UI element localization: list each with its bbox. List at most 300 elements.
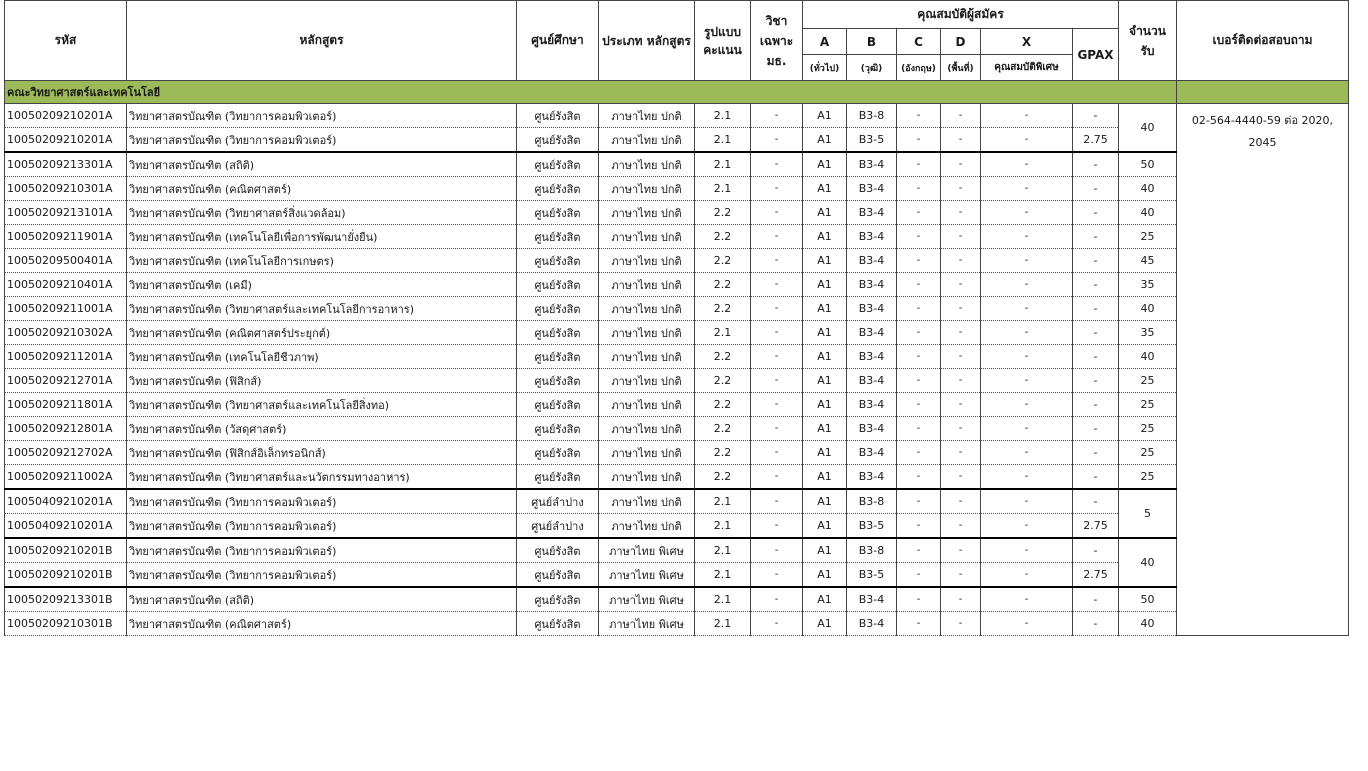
- quota-cell: 25: [1119, 441, 1177, 465]
- header-program-type: ประเภท หลักสูตร: [599, 1, 695, 81]
- table-row: [5, 297, 1349, 321]
- special-subject-cell: -: [751, 152, 803, 177]
- section-contact-cell: [1177, 81, 1349, 104]
- qual-a-cell: A1: [803, 297, 847, 321]
- type-cell: ภาษาไทย ปกติ: [599, 128, 695, 153]
- program-cell: วิทยาศาสตรบัณฑิต (วิทยาการคอมพิวเตอร์): [127, 514, 517, 539]
- qual-x-cell: -: [981, 152, 1073, 177]
- program-cell: วิทยาศาสตรบัณฑิต (เคมี): [127, 273, 517, 297]
- center-cell: ศูนย์รังสิต: [517, 465, 599, 490]
- qual-a-cell: A1: [803, 369, 847, 393]
- type-cell: ภาษาไทย ปกติ: [599, 417, 695, 441]
- header-col-c: C: [897, 29, 941, 55]
- qual-b-cell: B3-4: [847, 612, 897, 636]
- table-row: [5, 538, 1349, 563]
- qual-d-cell: -: [941, 441, 981, 465]
- qual-x-cell: -: [981, 225, 1073, 249]
- qual-c-cell: -: [897, 249, 941, 273]
- quota-cell: 50: [1119, 587, 1177, 612]
- quota-cell: 40: [1119, 201, 1177, 225]
- qual-d-cell: -: [941, 563, 981, 588]
- special-subject-cell: -: [751, 321, 803, 345]
- qual-c-cell: -: [897, 201, 941, 225]
- header-contact: เบอร์ติดต่อสอบถาม: [1177, 1, 1349, 81]
- header-sub-b: (วุฒิ): [847, 55, 897, 81]
- program-cell: วิทยาศาสตรบัณฑิต (วิทยาศาสตร์และเทคโนโลยีการอาหาร): [127, 297, 517, 321]
- program-cell: วิทยาศาสตรบัณฑิต (วิทยาศาสตร์สิ่งแวดล้อม): [127, 201, 517, 225]
- qual-x-cell: -: [981, 393, 1073, 417]
- program-cell: วิทยาศาสตรบัณฑิต (วิทยาการคอมพิวเตอร์): [127, 563, 517, 588]
- center-cell: ศูนย์รังสิต: [517, 201, 599, 225]
- qual-x-cell: -: [981, 369, 1073, 393]
- special-subject-cell: -: [751, 201, 803, 225]
- score-format-cell: 2.1: [695, 104, 751, 128]
- qual-b-cell: B3-4: [847, 417, 897, 441]
- center-cell: ศูนย์รังสิต: [517, 563, 599, 588]
- quota-cell: 35: [1119, 273, 1177, 297]
- table-row: [5, 489, 1349, 514]
- gpax-cell: -: [1073, 465, 1119, 490]
- center-cell: ศูนย์รังสิต: [517, 345, 599, 369]
- program-cell: วิทยาศาสตรบัณฑิต (คณิตศาสตร์ประยุกต์): [127, 321, 517, 345]
- special-subject-cell: -: [751, 297, 803, 321]
- special-subject-cell: -: [751, 393, 803, 417]
- score-format-cell: 2.2: [695, 393, 751, 417]
- qual-c-cell: -: [897, 273, 941, 297]
- program-cell: วิทยาศาสตรบัณฑิต (เทคโนโลยีเพื่อการพัฒนายั่งยืน): [127, 225, 517, 249]
- gpax-cell: -: [1073, 441, 1119, 465]
- qual-d-cell: -: [941, 465, 981, 490]
- qual-b-cell: B3-5: [847, 128, 897, 153]
- quota-cell: 25: [1119, 225, 1177, 249]
- program-cell: วิทยาศาสตรบัณฑิต (สถิติ): [127, 587, 517, 612]
- center-cell: ศูนย์รังสิต: [517, 225, 599, 249]
- center-cell: ศูนย์รังสิต: [517, 393, 599, 417]
- qual-a-cell: A1: [803, 514, 847, 539]
- quota-cell: 40: [1119, 297, 1177, 321]
- qual-b-cell: B3-8: [847, 489, 897, 514]
- type-cell: ภาษาไทย พิเศษ: [599, 587, 695, 612]
- qual-a-cell: A1: [803, 489, 847, 514]
- qual-x-cell: -: [981, 321, 1073, 345]
- type-cell: ภาษาไทย ปกติ: [599, 225, 695, 249]
- qual-x-cell: -: [981, 489, 1073, 514]
- qual-a-cell: A1: [803, 321, 847, 345]
- header-quota: จำนวน รับ: [1119, 1, 1177, 81]
- code-cell: 10050209500401A: [5, 249, 127, 273]
- table-row: [5, 587, 1349, 612]
- header-program: หลักสูตร: [127, 1, 517, 81]
- qual-d-cell: -: [941, 128, 981, 153]
- header-col-x: X: [981, 29, 1073, 55]
- qual-x-cell: -: [981, 104, 1073, 128]
- special-subject-cell: -: [751, 489, 803, 514]
- program-cell: วิทยาศาสตรบัณฑิต (เทคโนโลยีการเกษตร): [127, 249, 517, 273]
- qual-b-cell: B3-4: [847, 152, 897, 177]
- qual-b-cell: B3-4: [847, 225, 897, 249]
- code-cell: 10050209213301A: [5, 152, 127, 177]
- center-cell: ศูนย์รังสิต: [517, 321, 599, 345]
- qual-d-cell: -: [941, 612, 981, 636]
- qual-x-cell: -: [981, 514, 1073, 539]
- qual-c-cell: -: [897, 514, 941, 539]
- section-row: [5, 81, 1349, 104]
- center-cell: ศูนย์รังสิต: [517, 538, 599, 563]
- header-col-a: A: [803, 29, 847, 55]
- qual-c-cell: -: [897, 417, 941, 441]
- special-subject-cell: -: [751, 417, 803, 441]
- section-title: คณะวิทยาศาสตร์และเทคโนโลยี: [5, 81, 1177, 104]
- qual-b-cell: B3-4: [847, 441, 897, 465]
- center-cell: ศูนย์รังสิต: [517, 441, 599, 465]
- type-cell: ภาษาไทย ปกติ: [599, 152, 695, 177]
- score-format-cell: 2.2: [695, 417, 751, 441]
- gpax-cell: -: [1073, 538, 1119, 563]
- header-center: ศูนย์ศึกษา: [517, 1, 599, 81]
- qual-a-cell: A1: [803, 441, 847, 465]
- gpax-cell: -: [1073, 225, 1119, 249]
- special-subject-cell: -: [751, 465, 803, 490]
- center-cell: ศูนย์รังสิต: [517, 128, 599, 153]
- score-format-cell: 2.1: [695, 177, 751, 201]
- gpax-cell: -: [1073, 345, 1119, 369]
- type-cell: ภาษาไทย ปกติ: [599, 201, 695, 225]
- qual-b-cell: B3-4: [847, 177, 897, 201]
- program-cell: วิทยาศาสตรบัณฑิต (วิทยาการคอมพิวเตอร์): [127, 489, 517, 514]
- score-format-cell: 2.1: [695, 612, 751, 636]
- qual-d-cell: -: [941, 249, 981, 273]
- gpax-cell: 2.75: [1073, 128, 1119, 153]
- program-cell: วิทยาศาสตรบัณฑิต (เทคโนโลยีชีวภาพ): [127, 345, 517, 369]
- qual-b-cell: B3-8: [847, 104, 897, 128]
- qual-x-cell: -: [981, 465, 1073, 490]
- header-col-b: B: [847, 29, 897, 55]
- qual-a-cell: A1: [803, 563, 847, 588]
- score-format-cell: 2.2: [695, 297, 751, 321]
- gpax-cell: 2.75: [1073, 563, 1119, 588]
- header-sub-a: (ทั่วไป): [803, 55, 847, 81]
- qual-a-cell: A1: [803, 249, 847, 273]
- code-cell: 10050409210201A: [5, 514, 127, 539]
- qual-b-cell: B3-5: [847, 514, 897, 539]
- qual-x-cell: -: [981, 417, 1073, 441]
- type-cell: ภาษาไทย ปกติ: [599, 177, 695, 201]
- header-special-subject: วิชา เฉพาะ มธ.: [751, 1, 803, 81]
- qual-d-cell: -: [941, 345, 981, 369]
- code-cell: 10050409210201A: [5, 489, 127, 514]
- qual-d-cell: -: [941, 225, 981, 249]
- quota-cell: 40: [1119, 345, 1177, 369]
- special-subject-cell: -: [751, 563, 803, 588]
- qual-d-cell: -: [941, 297, 981, 321]
- quota-cell: 25: [1119, 417, 1177, 441]
- type-cell: ภาษาไทย พิเศษ: [599, 538, 695, 563]
- qual-b-cell: B3-4: [847, 345, 897, 369]
- qual-b-cell: B3-4: [847, 321, 897, 345]
- gpax-cell: -: [1073, 587, 1119, 612]
- score-format-cell: 2.1: [695, 489, 751, 514]
- qual-a-cell: A1: [803, 273, 847, 297]
- qual-b-cell: B3-5: [847, 563, 897, 588]
- center-cell: ศูนย์รังสิต: [517, 273, 599, 297]
- code-cell: 10050209210201A: [5, 128, 127, 153]
- table-row: [5, 225, 1349, 249]
- qual-b-cell: B3-4: [847, 249, 897, 273]
- qual-b-cell: B3-4: [847, 465, 897, 490]
- qual-d-cell: -: [941, 489, 981, 514]
- special-subject-cell: -: [751, 273, 803, 297]
- type-cell: ภาษาไทย ปกติ: [599, 489, 695, 514]
- qual-c-cell: -: [897, 128, 941, 153]
- score-format-cell: 2.1: [695, 321, 751, 345]
- qual-c-cell: -: [897, 612, 941, 636]
- center-cell: ศูนย์รังสิต: [517, 369, 599, 393]
- qual-x-cell: -: [981, 177, 1073, 201]
- center-cell: ศูนย์รังสิต: [517, 612, 599, 636]
- program-cell: วิทยาศาสตรบัณฑิต (วิทยาศาสตร์และเทคโนโลยีสิ่งทอ): [127, 393, 517, 417]
- gpax-cell: -: [1073, 612, 1119, 636]
- center-cell: ศูนย์ลำปาง: [517, 489, 599, 514]
- qual-c-cell: -: [897, 345, 941, 369]
- table-row: [5, 273, 1349, 297]
- table-row: [5, 201, 1349, 225]
- qual-x-cell: -: [981, 441, 1073, 465]
- qual-x-cell: -: [981, 345, 1073, 369]
- type-cell: ภาษาไทย ปกติ: [599, 514, 695, 539]
- program-cell: วิทยาศาสตรบัณฑิต (วิทยาการคอมพิวเตอร์): [127, 104, 517, 128]
- header-code: รหัส: [5, 1, 127, 81]
- contact-cell: 02-564-4440-59 ต่อ 2020, 2045: [1177, 104, 1349, 636]
- center-cell: ศูนย์รังสิต: [517, 587, 599, 612]
- qual-x-cell: -: [981, 587, 1073, 612]
- qual-c-cell: -: [897, 393, 941, 417]
- gpax-cell: 2.75: [1073, 514, 1119, 539]
- gpax-cell: -: [1073, 249, 1119, 273]
- code-cell: 10050209210201B: [5, 538, 127, 563]
- code-cell: 10050209211201A: [5, 345, 127, 369]
- qual-d-cell: -: [941, 177, 981, 201]
- gpax-cell: -: [1073, 321, 1119, 345]
- gpax-cell: -: [1073, 393, 1119, 417]
- qual-b-cell: B3-8: [847, 538, 897, 563]
- qual-c-cell: -: [897, 104, 941, 128]
- score-format-cell: 2.1: [695, 587, 751, 612]
- score-format-cell: 2.2: [695, 249, 751, 273]
- quota-cell: 25: [1119, 369, 1177, 393]
- table-row: [5, 177, 1349, 201]
- header-sub-c: (อังกฤษ): [897, 55, 941, 81]
- code-cell: 10050209210201B: [5, 563, 127, 588]
- qual-a-cell: A1: [803, 201, 847, 225]
- table-row: [5, 369, 1349, 393]
- code-cell: 10050209211001A: [5, 297, 127, 321]
- qual-c-cell: -: [897, 441, 941, 465]
- table-row: [5, 441, 1349, 465]
- code-cell: 10050209212801A: [5, 417, 127, 441]
- type-cell: ภาษาไทย ปกติ: [599, 321, 695, 345]
- code-cell: 10050209210302A: [5, 321, 127, 345]
- table-row: [5, 612, 1349, 636]
- qual-a-cell: A1: [803, 128, 847, 153]
- program-cell: วิทยาศาสตรบัณฑิต (วิทยาการคอมพิวเตอร์): [127, 538, 517, 563]
- quota-cell: 5: [1119, 489, 1177, 538]
- program-cell: วิทยาศาสตรบัณฑิต (วิทยาศาสตร์และนวัตกรรมทางอาหาร): [127, 465, 517, 490]
- program-cell: วิทยาศาสตรบัณฑิต (สถิติ): [127, 152, 517, 177]
- type-cell: ภาษาไทย ปกติ: [599, 104, 695, 128]
- qual-d-cell: -: [941, 587, 981, 612]
- gpax-cell: -: [1073, 152, 1119, 177]
- qual-x-cell: -: [981, 128, 1073, 153]
- score-format-cell: 2.1: [695, 563, 751, 588]
- center-cell: ศูนย์รังสิต: [517, 104, 599, 128]
- qual-b-cell: B3-4: [847, 587, 897, 612]
- type-cell: ภาษาไทย พิเศษ: [599, 563, 695, 588]
- qual-x-cell: -: [981, 563, 1073, 588]
- center-cell: ศูนย์ลำปาง: [517, 514, 599, 539]
- special-subject-cell: -: [751, 225, 803, 249]
- qual-d-cell: -: [941, 321, 981, 345]
- code-cell: 10050209210301B: [5, 612, 127, 636]
- header-sub-x: คุณสมบัติพิเศษ: [981, 55, 1073, 81]
- header-sub-d: (พื้นที่): [941, 55, 981, 81]
- header-score-format: รูปแบบ คะแนน: [695, 1, 751, 81]
- qual-a-cell: A1: [803, 225, 847, 249]
- qual-d-cell: -: [941, 369, 981, 393]
- qual-x-cell: -: [981, 297, 1073, 321]
- qual-c-cell: -: [897, 225, 941, 249]
- center-cell: ศูนย์รังสิต: [517, 177, 599, 201]
- quota-cell: 25: [1119, 465, 1177, 490]
- qual-c-cell: -: [897, 563, 941, 588]
- qual-b-cell: B3-4: [847, 273, 897, 297]
- program-cell: วิทยาศาสตรบัณฑิต (คณิตศาสตร์): [127, 612, 517, 636]
- qual-a-cell: A1: [803, 612, 847, 636]
- qual-c-cell: -: [897, 177, 941, 201]
- table-row: [5, 321, 1349, 345]
- score-format-cell: 2.1: [695, 538, 751, 563]
- qual-b-cell: B3-4: [847, 297, 897, 321]
- gpax-cell: -: [1073, 177, 1119, 201]
- qual-x-cell: -: [981, 538, 1073, 563]
- qual-b-cell: B3-4: [847, 369, 897, 393]
- table-row: [5, 249, 1349, 273]
- qual-x-cell: -: [981, 201, 1073, 225]
- qual-x-cell: -: [981, 612, 1073, 636]
- quota-cell: 45: [1119, 249, 1177, 273]
- qual-c-cell: -: [897, 369, 941, 393]
- type-cell: ภาษาไทย พิเศษ: [599, 612, 695, 636]
- code-cell: 10050209210301A: [5, 177, 127, 201]
- qual-a-cell: A1: [803, 587, 847, 612]
- qual-c-cell: -: [897, 587, 941, 612]
- special-subject-cell: -: [751, 345, 803, 369]
- type-cell: ภาษาไทย ปกติ: [599, 297, 695, 321]
- qual-d-cell: -: [941, 273, 981, 297]
- score-format-cell: 2.2: [695, 465, 751, 490]
- special-subject-cell: -: [751, 249, 803, 273]
- type-cell: ภาษาไทย ปกติ: [599, 249, 695, 273]
- admission-table: [4, 0, 1349, 636]
- table-row: [5, 393, 1349, 417]
- special-subject-cell: -: [751, 612, 803, 636]
- header-gpax: GPAX: [1073, 29, 1119, 81]
- table-row: [5, 104, 1349, 128]
- quota-cell: 40: [1119, 104, 1177, 153]
- type-cell: ภาษาไทย ปกติ: [599, 369, 695, 393]
- qual-a-cell: A1: [803, 345, 847, 369]
- program-cell: วิทยาศาสตรบัณฑิต (ฟิสิกส์อิเล็กทรอนิกส์): [127, 441, 517, 465]
- quota-cell: 35: [1119, 321, 1177, 345]
- program-cell: วิทยาศาสตรบัณฑิต (คณิตศาสตร์): [127, 177, 517, 201]
- qual-c-cell: -: [897, 538, 941, 563]
- score-format-cell: 2.2: [695, 441, 751, 465]
- quota-cell: 40: [1119, 612, 1177, 636]
- center-cell: ศูนย์รังสิต: [517, 152, 599, 177]
- type-cell: ภาษาไทย ปกติ: [599, 441, 695, 465]
- qual-a-cell: A1: [803, 465, 847, 490]
- gpax-cell: -: [1073, 201, 1119, 225]
- code-cell: 10050209211002A: [5, 465, 127, 490]
- qual-a-cell: A1: [803, 538, 847, 563]
- header-col-d: D: [941, 29, 981, 55]
- qual-a-cell: A1: [803, 417, 847, 441]
- program-cell: วิทยาศาสตรบัณฑิต (วัสดุศาสตร์): [127, 417, 517, 441]
- type-cell: ภาษาไทย ปกติ: [599, 465, 695, 490]
- quota-cell: 50: [1119, 152, 1177, 177]
- score-format-cell: 2.2: [695, 225, 751, 249]
- qual-a-cell: A1: [803, 177, 847, 201]
- table-row: [5, 152, 1349, 177]
- gpax-cell: -: [1073, 369, 1119, 393]
- special-subject-cell: -: [751, 104, 803, 128]
- qual-a-cell: A1: [803, 393, 847, 417]
- table-row: [5, 417, 1349, 441]
- center-cell: ศูนย์รังสิต: [517, 417, 599, 441]
- score-format-cell: 2.2: [695, 369, 751, 393]
- qual-a-cell: A1: [803, 104, 847, 128]
- qual-a-cell: A1: [803, 152, 847, 177]
- qual-b-cell: B3-4: [847, 201, 897, 225]
- qual-x-cell: -: [981, 273, 1073, 297]
- code-cell: 10050209212701A: [5, 369, 127, 393]
- score-format-cell: 2.2: [695, 273, 751, 297]
- score-format-cell: 2.1: [695, 514, 751, 539]
- qual-d-cell: -: [941, 393, 981, 417]
- score-format-cell: 2.2: [695, 201, 751, 225]
- qual-c-cell: -: [897, 297, 941, 321]
- gpax-cell: -: [1073, 273, 1119, 297]
- code-cell: 10050209211801A: [5, 393, 127, 417]
- qual-c-cell: -: [897, 321, 941, 345]
- qual-d-cell: -: [941, 104, 981, 128]
- program-cell: วิทยาศาสตรบัณฑิต (วิทยาการคอมพิวเตอร์): [127, 128, 517, 153]
- qual-d-cell: -: [941, 417, 981, 441]
- header-qualifications: คุณสมบัติผู้สมัคร: [803, 1, 1119, 29]
- gpax-cell: -: [1073, 489, 1119, 514]
- special-subject-cell: -: [751, 538, 803, 563]
- qual-x-cell: -: [981, 249, 1073, 273]
- gpax-cell: -: [1073, 417, 1119, 441]
- qual-c-cell: -: [897, 489, 941, 514]
- code-cell: 10050209212702A: [5, 441, 127, 465]
- special-subject-cell: -: [751, 514, 803, 539]
- table-row: [5, 465, 1349, 490]
- qual-d-cell: -: [941, 514, 981, 539]
- qual-d-cell: -: [941, 152, 981, 177]
- code-cell: 10050209210401A: [5, 273, 127, 297]
- type-cell: ภาษาไทย ปกติ: [599, 273, 695, 297]
- code-cell: 10050209211901A: [5, 225, 127, 249]
